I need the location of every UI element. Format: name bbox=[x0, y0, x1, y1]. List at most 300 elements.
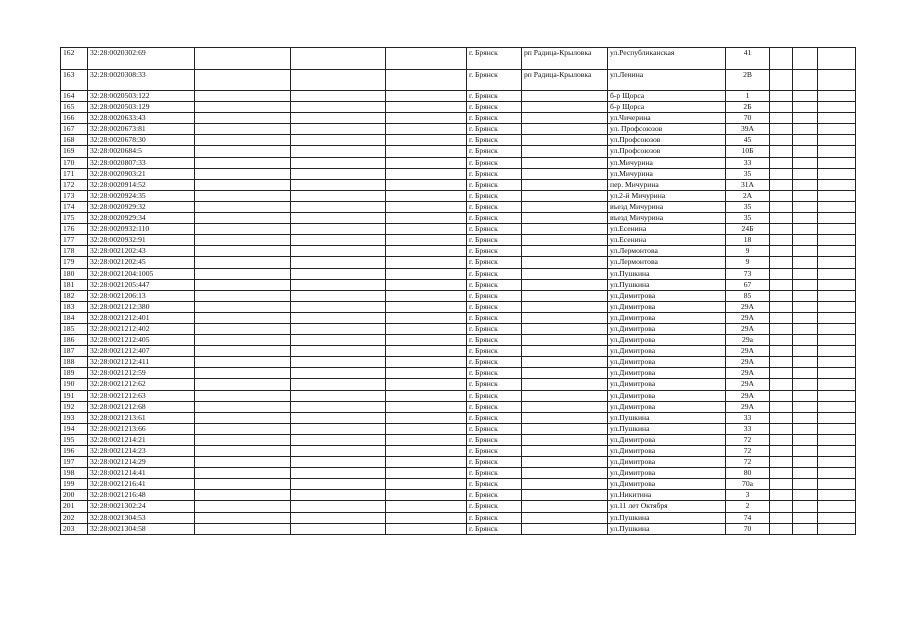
row-number: 163 bbox=[61, 69, 88, 91]
settlement-cell bbox=[522, 434, 608, 445]
empty-cell bbox=[770, 390, 793, 401]
empty-cell bbox=[818, 91, 856, 102]
house-number: 18 bbox=[726, 235, 770, 246]
empty-cell bbox=[291, 357, 386, 368]
city-cell: г. Брянск bbox=[467, 268, 522, 279]
house-number: 67 bbox=[726, 279, 770, 290]
empty-cell bbox=[386, 91, 467, 102]
house-number: 33 bbox=[726, 423, 770, 434]
empty-cell bbox=[195, 412, 291, 423]
house-number: 35 bbox=[726, 201, 770, 212]
empty-cell bbox=[291, 91, 386, 102]
empty-cell bbox=[793, 135, 818, 146]
empty-cell bbox=[793, 335, 818, 346]
row-number: 175 bbox=[61, 213, 88, 224]
empty-cell bbox=[291, 423, 386, 434]
cadastral-number: 32:28:0021212:402 bbox=[88, 323, 195, 334]
street-cell: ул.Мичурина bbox=[608, 157, 726, 168]
cadastral-number: 32:28:0021212:411 bbox=[88, 357, 195, 368]
house-number: 74 bbox=[726, 512, 770, 523]
row-number: 182 bbox=[61, 290, 88, 301]
table-row bbox=[61, 423, 856, 434]
empty-cell bbox=[818, 379, 856, 390]
row-number: 164 bbox=[61, 91, 88, 102]
settlement-cell bbox=[522, 501, 608, 512]
table-row bbox=[61, 48, 856, 70]
table-row bbox=[61, 501, 856, 512]
empty-cell bbox=[770, 48, 793, 70]
city-cell: г. Брянск bbox=[467, 48, 522, 70]
house-number: 72 bbox=[726, 446, 770, 457]
house-number: 85 bbox=[726, 290, 770, 301]
empty-cell bbox=[793, 279, 818, 290]
empty-cell bbox=[793, 146, 818, 157]
street-cell: ул.Пушкина bbox=[608, 279, 726, 290]
empty-cell bbox=[818, 301, 856, 312]
city-cell: г. Брянск bbox=[467, 91, 522, 102]
empty-cell bbox=[386, 179, 467, 190]
empty-cell bbox=[770, 224, 793, 235]
house-number: 70а bbox=[726, 479, 770, 490]
cadastral-number: 32:28:0020929:34 bbox=[88, 213, 195, 224]
empty-cell bbox=[195, 512, 291, 523]
table-row bbox=[61, 135, 856, 146]
empty-cell bbox=[386, 190, 467, 201]
empty-cell bbox=[386, 201, 467, 212]
empty-cell bbox=[386, 102, 467, 113]
city-cell: г. Брянск bbox=[467, 201, 522, 212]
empty-cell bbox=[818, 135, 856, 146]
street-cell: ул.Димитрова bbox=[608, 368, 726, 379]
street-cell: пер. Мичурина bbox=[608, 179, 726, 190]
cadastral-number: 32:28:0021202:43 bbox=[88, 246, 195, 257]
empty-cell bbox=[770, 213, 793, 224]
empty-cell bbox=[386, 146, 467, 157]
empty-cell bbox=[386, 213, 467, 224]
table-row bbox=[61, 213, 856, 224]
table-row bbox=[61, 69, 856, 91]
city-cell: г. Брянск bbox=[467, 512, 522, 523]
empty-cell bbox=[818, 401, 856, 412]
house-number: 31А bbox=[726, 179, 770, 190]
empty-cell bbox=[291, 168, 386, 179]
row-number: 178 bbox=[61, 246, 88, 257]
house-number: 72 bbox=[726, 457, 770, 468]
cadastral-number: 32:28:0021212:63 bbox=[88, 390, 195, 401]
house-number: 29А bbox=[726, 312, 770, 323]
row-number: 194 bbox=[61, 423, 88, 434]
empty-cell bbox=[386, 412, 467, 423]
empty-cell bbox=[818, 446, 856, 457]
empty-cell bbox=[770, 257, 793, 268]
empty-cell bbox=[386, 168, 467, 179]
empty-cell bbox=[291, 401, 386, 412]
empty-cell bbox=[291, 479, 386, 490]
empty-cell bbox=[386, 468, 467, 479]
empty-cell bbox=[195, 301, 291, 312]
empty-cell bbox=[770, 446, 793, 457]
cadastral-number: 32:28:0020673:81 bbox=[88, 124, 195, 135]
row-number: 169 bbox=[61, 146, 88, 157]
empty-cell bbox=[770, 113, 793, 124]
row-number: 198 bbox=[61, 468, 88, 479]
empty-cell bbox=[386, 323, 467, 334]
street-cell: ул.Пушкина bbox=[608, 268, 726, 279]
street-cell: ул.Никитина bbox=[608, 490, 726, 501]
empty-cell bbox=[291, 412, 386, 423]
empty-cell bbox=[291, 235, 386, 246]
empty-cell bbox=[291, 69, 386, 91]
table-row bbox=[61, 102, 856, 113]
empty-cell bbox=[818, 323, 856, 334]
table-row bbox=[61, 190, 856, 201]
empty-cell bbox=[386, 279, 467, 290]
house-number: 72 bbox=[726, 434, 770, 445]
empty-cell bbox=[291, 246, 386, 257]
empty-cell bbox=[386, 501, 467, 512]
street-cell: ул.Пушкина bbox=[608, 512, 726, 523]
street-cell: въезд Мичурина bbox=[608, 213, 726, 224]
empty-cell bbox=[291, 490, 386, 501]
empty-cell bbox=[818, 312, 856, 323]
cadastral-number: 32:28:0021212:401 bbox=[88, 312, 195, 323]
table-row bbox=[61, 357, 856, 368]
city-cell: г. Брянск bbox=[467, 434, 522, 445]
street-cell: ул.Димитрова bbox=[608, 468, 726, 479]
empty-cell bbox=[770, 301, 793, 312]
table-row bbox=[61, 457, 856, 468]
empty-cell bbox=[770, 246, 793, 257]
empty-cell bbox=[770, 190, 793, 201]
empty-cell bbox=[770, 423, 793, 434]
city-cell: г. Брянск bbox=[467, 224, 522, 235]
table-row bbox=[61, 390, 856, 401]
empty-cell bbox=[770, 357, 793, 368]
row-number: 181 bbox=[61, 279, 88, 290]
empty-cell bbox=[195, 135, 291, 146]
empty-cell bbox=[195, 102, 291, 113]
settlement-cell bbox=[522, 490, 608, 501]
house-number: 1 bbox=[726, 91, 770, 102]
empty-cell bbox=[386, 257, 467, 268]
cadastral-number: 32:28:0020684:5 bbox=[88, 146, 195, 157]
empty-cell bbox=[770, 512, 793, 523]
empty-cell bbox=[770, 368, 793, 379]
row-number: 174 bbox=[61, 201, 88, 212]
empty-cell bbox=[386, 235, 467, 246]
settlement-cell bbox=[522, 224, 608, 235]
empty-cell bbox=[291, 48, 386, 70]
empty-cell bbox=[793, 468, 818, 479]
table-row bbox=[61, 512, 856, 523]
house-number: 2А bbox=[726, 190, 770, 201]
empty-cell bbox=[793, 213, 818, 224]
empty-cell bbox=[291, 257, 386, 268]
street-cell: ул.Профсоюзов bbox=[608, 146, 726, 157]
empty-cell bbox=[793, 235, 818, 246]
empty-cell bbox=[793, 390, 818, 401]
empty-cell bbox=[770, 323, 793, 334]
city-cell: г. Брянск bbox=[467, 290, 522, 301]
settlement-cell bbox=[522, 368, 608, 379]
city-cell: г. Брянск bbox=[467, 479, 522, 490]
street-cell: ул.Есенина bbox=[608, 235, 726, 246]
settlement-cell bbox=[522, 301, 608, 312]
empty-cell bbox=[291, 434, 386, 445]
row-number: 179 bbox=[61, 257, 88, 268]
city-cell: г. Брянск bbox=[467, 113, 522, 124]
city-cell: г. Брянск bbox=[467, 257, 522, 268]
empty-cell bbox=[793, 434, 818, 445]
empty-cell bbox=[195, 279, 291, 290]
cadastral-number: 32:28:0020932:91 bbox=[88, 235, 195, 246]
city-cell: г. Брянск bbox=[467, 335, 522, 346]
empty-cell bbox=[818, 179, 856, 190]
empty-cell bbox=[818, 335, 856, 346]
street-cell: ул.Димитрова bbox=[608, 479, 726, 490]
empty-cell bbox=[793, 201, 818, 212]
table-row bbox=[61, 523, 856, 534]
city-cell: г. Брянск bbox=[467, 146, 522, 157]
cadastral-number: 32:28:0021304:53 bbox=[88, 512, 195, 523]
house-number: 35 bbox=[726, 213, 770, 224]
cadastral-number: 32:28:0020633:43 bbox=[88, 113, 195, 124]
house-number: 29А bbox=[726, 357, 770, 368]
house-number: 29А bbox=[726, 323, 770, 334]
city-cell: г. Брянск bbox=[467, 301, 522, 312]
cadastral-number: 32:28:0020929:32 bbox=[88, 201, 195, 212]
settlement-cell bbox=[522, 235, 608, 246]
empty-cell bbox=[386, 124, 467, 135]
city-cell: г. Брянск bbox=[467, 379, 522, 390]
table-row bbox=[61, 323, 856, 334]
settlement-cell bbox=[522, 179, 608, 190]
cadastral-number: 32:28:0021212:59 bbox=[88, 368, 195, 379]
cadastral-number: 32:28:0020903:21 bbox=[88, 168, 195, 179]
empty-cell bbox=[770, 468, 793, 479]
settlement-cell bbox=[522, 246, 608, 257]
cadastral-number: 32:28:0021212:62 bbox=[88, 379, 195, 390]
empty-cell bbox=[291, 124, 386, 135]
table-row bbox=[61, 124, 856, 135]
cadastral-number: 32:28:0021214:21 bbox=[88, 434, 195, 445]
empty-cell bbox=[818, 434, 856, 445]
city-cell: г. Брянск bbox=[467, 412, 522, 423]
row-number: 186 bbox=[61, 335, 88, 346]
empty-cell bbox=[818, 235, 856, 246]
empty-cell bbox=[770, 91, 793, 102]
street-cell: ул.Пушкина bbox=[608, 423, 726, 434]
empty-cell bbox=[770, 490, 793, 501]
house-number: 29а bbox=[726, 335, 770, 346]
city-cell: г. Брянск bbox=[467, 124, 522, 135]
settlement-cell bbox=[522, 390, 608, 401]
empty-cell bbox=[793, 69, 818, 91]
row-number: 190 bbox=[61, 379, 88, 390]
empty-cell bbox=[386, 479, 467, 490]
cadastral-number: 32:28:0021216:41 bbox=[88, 479, 195, 490]
street-cell: ул.Профсоюзов bbox=[608, 135, 726, 146]
city-cell: г. Брянск bbox=[467, 346, 522, 357]
empty-cell bbox=[770, 457, 793, 468]
table-row bbox=[61, 446, 856, 457]
settlement-cell bbox=[522, 335, 608, 346]
street-cell: ул.Республиканская bbox=[608, 48, 726, 70]
settlement-cell bbox=[522, 124, 608, 135]
city-cell: г. Брянск bbox=[467, 235, 522, 246]
row-number: 165 bbox=[61, 102, 88, 113]
empty-cell bbox=[291, 201, 386, 212]
city-cell: г. Брянск bbox=[467, 368, 522, 379]
row-number: 170 bbox=[61, 157, 88, 168]
settlement-cell bbox=[522, 468, 608, 479]
row-number: 162 bbox=[61, 48, 88, 70]
cadastral-number: 32:28:0021214:29 bbox=[88, 457, 195, 468]
empty-cell bbox=[818, 523, 856, 534]
empty-cell bbox=[818, 501, 856, 512]
city-cell: г. Брянск bbox=[467, 390, 522, 401]
house-number: 70 bbox=[726, 113, 770, 124]
house-number: 70 bbox=[726, 523, 770, 534]
row-number: 203 bbox=[61, 523, 88, 534]
table-row bbox=[61, 490, 856, 501]
row-number: 193 bbox=[61, 412, 88, 423]
empty-cell bbox=[386, 401, 467, 412]
empty-cell bbox=[195, 213, 291, 224]
settlement-cell bbox=[522, 412, 608, 423]
empty-cell bbox=[818, 69, 856, 91]
table-row bbox=[61, 434, 856, 445]
table-row bbox=[61, 246, 856, 257]
empty-cell bbox=[195, 124, 291, 135]
empty-cell bbox=[793, 412, 818, 423]
empty-cell bbox=[793, 312, 818, 323]
empty-cell bbox=[793, 301, 818, 312]
empty-cell bbox=[793, 501, 818, 512]
table-row bbox=[61, 368, 856, 379]
empty-cell bbox=[770, 201, 793, 212]
empty-cell bbox=[793, 512, 818, 523]
row-number: 168 bbox=[61, 135, 88, 146]
table-row bbox=[61, 401, 856, 412]
empty-cell bbox=[195, 346, 291, 357]
row-number: 187 bbox=[61, 346, 88, 357]
row-number: 200 bbox=[61, 490, 88, 501]
empty-cell bbox=[793, 91, 818, 102]
city-cell: г. Брянск bbox=[467, 312, 522, 323]
empty-cell bbox=[386, 268, 467, 279]
table-row bbox=[61, 468, 856, 479]
empty-cell bbox=[195, 257, 291, 268]
empty-cell bbox=[386, 224, 467, 235]
empty-cell bbox=[291, 190, 386, 201]
empty-cell bbox=[386, 434, 467, 445]
empty-cell bbox=[818, 224, 856, 235]
house-number: 2 bbox=[726, 501, 770, 512]
house-number: 33 bbox=[726, 412, 770, 423]
empty-cell bbox=[818, 213, 856, 224]
city-cell: г. Брянск bbox=[467, 490, 522, 501]
settlement-cell bbox=[522, 146, 608, 157]
empty-cell bbox=[195, 479, 291, 490]
empty-cell bbox=[386, 490, 467, 501]
empty-cell bbox=[195, 246, 291, 257]
empty-cell bbox=[291, 290, 386, 301]
row-number: 188 bbox=[61, 357, 88, 368]
settlement-cell bbox=[522, 379, 608, 390]
row-number: 199 bbox=[61, 479, 88, 490]
settlement-cell bbox=[522, 190, 608, 201]
row-number: 195 bbox=[61, 434, 88, 445]
street-cell: ул.Димитрова bbox=[608, 457, 726, 468]
settlement-cell bbox=[522, 312, 608, 323]
empty-cell bbox=[195, 390, 291, 401]
house-number: 29А bbox=[726, 346, 770, 357]
empty-cell bbox=[386, 512, 467, 523]
empty-cell bbox=[818, 368, 856, 379]
settlement-cell bbox=[522, 102, 608, 113]
empty-cell bbox=[818, 257, 856, 268]
registry-table bbox=[60, 47, 856, 535]
empty-cell bbox=[793, 357, 818, 368]
empty-cell bbox=[793, 113, 818, 124]
empty-cell bbox=[386, 346, 467, 357]
empty-cell bbox=[818, 423, 856, 434]
table-row bbox=[61, 412, 856, 423]
table-row bbox=[61, 179, 856, 190]
settlement-cell bbox=[522, 323, 608, 334]
house-number: 33 bbox=[726, 157, 770, 168]
house-number: 29А bbox=[726, 379, 770, 390]
table-row bbox=[61, 479, 856, 490]
empty-cell bbox=[291, 335, 386, 346]
cadastral-number: 32:28:0021216:48 bbox=[88, 490, 195, 501]
empty-cell bbox=[793, 368, 818, 379]
empty-cell bbox=[291, 323, 386, 334]
street-cell: ул.Лермонтова bbox=[608, 246, 726, 257]
empty-cell bbox=[291, 523, 386, 534]
empty-cell bbox=[386, 290, 467, 301]
city-cell: г. Брянск bbox=[467, 190, 522, 201]
empty-cell bbox=[818, 168, 856, 179]
row-number: 167 bbox=[61, 124, 88, 135]
empty-cell bbox=[195, 69, 291, 91]
empty-cell bbox=[195, 113, 291, 124]
empty-cell bbox=[818, 490, 856, 501]
settlement-cell bbox=[522, 290, 608, 301]
row-number: 202 bbox=[61, 512, 88, 523]
empty-cell bbox=[386, 379, 467, 390]
empty-cell bbox=[195, 146, 291, 157]
empty-cell bbox=[793, 102, 818, 113]
empty-cell bbox=[818, 268, 856, 279]
empty-cell bbox=[818, 201, 856, 212]
empty-cell bbox=[818, 190, 856, 201]
empty-cell bbox=[291, 512, 386, 523]
settlement-cell bbox=[522, 168, 608, 179]
empty-cell bbox=[291, 390, 386, 401]
row-number: 183 bbox=[61, 301, 88, 312]
city-cell: г. Брянск bbox=[467, 213, 522, 224]
house-number: 9 bbox=[726, 257, 770, 268]
empty-cell bbox=[793, 401, 818, 412]
row-number: 184 bbox=[61, 312, 88, 323]
empty-cell bbox=[818, 346, 856, 357]
empty-cell bbox=[770, 501, 793, 512]
empty-cell bbox=[818, 390, 856, 401]
empty-cell bbox=[195, 357, 291, 368]
empty-cell bbox=[386, 446, 467, 457]
